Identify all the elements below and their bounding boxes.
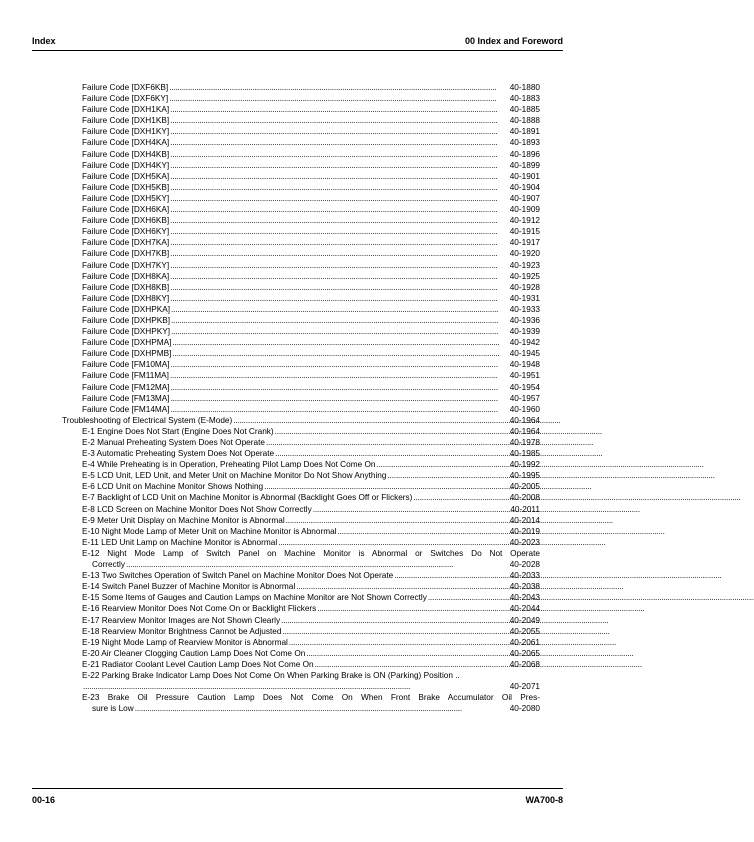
toc-entry-title: Failure Code [DXH6KA]: [82, 205, 170, 215]
toc-leader-dots: [170, 260, 501, 271]
toc-leader-dots: [170, 182, 501, 193]
toc-leader-dots: [306, 648, 501, 659]
toc-entry-title: E-10 Night Mode Lamp of Meter Unit on Machine Monitor is Abnormal: [82, 526, 337, 536]
toc-entry-page: 40-2049: [509, 615, 540, 625]
toc-entry[interactable]: [62, 437, 540, 448]
toc-entry-title: Failure Code [DXHPKY]: [82, 327, 171, 337]
toc-entry-title: E-19 Night Mode Lamp of Rearview Monitor is Abnormal: [82, 637, 288, 647]
table-of-contents: [62, 82, 540, 714]
toc-entry-title: E-18 Rearview Monitor Brightness Cannot be Adjusted: [82, 626, 282, 636]
toc-entry[interactable]: [62, 581, 540, 592]
toc-entry-page: 40-1925: [509, 271, 540, 281]
toc-entry-title: E-15 Some Items of Gauges and Caution Lamps on Machine Monitor are Not Shown Correctly: [82, 593, 427, 603]
toc-entry-title: Failure Code [DXHPMB]: [82, 349, 172, 359]
toc-entry-page: 40-1912: [509, 216, 540, 226]
toc-entry[interactable]: [82, 681, 540, 692]
toc-leader-dots: [413, 492, 501, 503]
toc-leader-dots: [170, 104, 501, 115]
footer-rule: [32, 788, 563, 789]
toc-entry-page: 40-2023: [509, 537, 540, 547]
toc-leader-dots: [296, 581, 501, 592]
toc-entry[interactable]: [62, 115, 540, 126]
toc-entry[interactable]: [62, 104, 540, 115]
toc-leader-dots: [135, 703, 501, 714]
toc-entry-title: Failure Code [DXHPKA]: [82, 304, 171, 314]
toc-entry-page: 40-1888: [509, 116, 540, 126]
toc-entry[interactable]: [62, 359, 540, 370]
toc-entry[interactable]: [62, 537, 540, 548]
toc-entry-page: 40-1945: [509, 349, 540, 359]
toc-entry-title: E-1 Engine Does Not Start (Engine Does Not Crank): [82, 426, 274, 436]
toc-leader-dots: [170, 226, 501, 237]
toc-entry[interactable]: [62, 348, 540, 359]
toc-entry-title: Failure Code [DXH5KY]: [82, 193, 170, 203]
toc-entry-page: 40-2080: [509, 704, 540, 714]
toc-entry-page: 40-1939: [509, 327, 540, 337]
toc-entry-page: 40-1893: [509, 138, 540, 148]
toc-entry[interactable]: [62, 204, 540, 215]
toc-leader-dots: [317, 603, 501, 614]
toc-entry[interactable]: [62, 126, 540, 137]
toc-entry-page: 40-2068: [509, 659, 540, 669]
toc-entry-title: Troubleshooting of Electrical System (E-Mode): [62, 415, 233, 425]
toc-leader-dots: [170, 126, 501, 137]
toc-entry[interactable]: [62, 215, 540, 226]
toc-entry[interactable]: [62, 226, 540, 237]
toc-leader-dots: [170, 271, 501, 282]
toc-entry[interactable]: [62, 282, 540, 293]
toc-entry-page: 40-1899: [509, 160, 540, 170]
toc-entry-title: Failure Code [DXF6KB]: [82, 83, 169, 92]
toc-entry[interactable]: [62, 626, 540, 637]
toc-entry[interactable]: [62, 182, 540, 193]
toc-leader-dots: [171, 315, 501, 326]
toc-entry-title: Failure Code [DXF6KY]: [82, 94, 169, 104]
toc-leader-dots: [170, 160, 501, 171]
toc-leader-dots: [172, 348, 501, 359]
toc-leader-dots: [172, 337, 501, 348]
toc-entry[interactable]: [62, 504, 540, 515]
toc-entry-title: E-17 Rearview Monitor Images are Not Shown Clearly: [82, 615, 281, 625]
toc-leader-dots: ..: [452, 670, 460, 680]
toc-leader-dots: [387, 470, 501, 481]
toc-leader-dots: [171, 359, 501, 370]
toc-entry-page: 40-1923: [509, 260, 540, 270]
toc-entry[interactable]: [62, 426, 540, 437]
toc-entry-title: E-5 LCD Unit, LED Unit, and Meter Unit on Machine Monitor Do Not Show Anything: [82, 471, 387, 481]
toc-entry-title: E-3 Automatic Preheating System Does Not Operate: [82, 449, 275, 459]
model-name: WA700-8: [525, 795, 563, 805]
toc-leader-dots: [281, 615, 501, 626]
toc-entry-title: Failure Code [DXH5KA]: [82, 171, 170, 181]
toc-entry[interactable]: [62, 393, 540, 404]
toc-entry-page: 40-2061: [509, 637, 540, 647]
toc-leader-dots: [171, 393, 501, 404]
toc-entry[interactable]: [82, 703, 540, 714]
toc-entry-title: Failure Code [DXH1KB]: [82, 116, 170, 126]
toc-entry[interactable]: [62, 237, 540, 248]
toc-entry-page: 40-2005: [509, 482, 540, 492]
toc-leader-dots: [170, 171, 501, 182]
toc-leader-dots: [170, 204, 501, 215]
toc-entry-title: Failure Code [DXH4KY]: [82, 160, 170, 170]
toc-leader-dots: [266, 437, 501, 448]
toc-entry[interactable]: [62, 260, 540, 271]
toc-entry-title: Failure Code [DXH4KB]: [82, 149, 170, 159]
toc-entry-page: 40-2044: [509, 604, 540, 614]
toc-leader-dots: [278, 537, 501, 548]
page-footer: [32, 795, 563, 805]
toc-leader-dots: [170, 282, 501, 293]
toc-leader-dots: [169, 93, 501, 104]
toc-entry-page: 40-2033: [509, 571, 540, 581]
toc-entry-page: 40-1964: [509, 415, 540, 425]
toc-leader-dots: [126, 559, 501, 570]
toc-entry-title: E-21 Radiator Coolant Level Caution Lamp Does Not Come On: [82, 659, 314, 669]
toc-entry-title: E-20 Air Cleaner Clogging Caution Lamp Does Not Come On: [82, 648, 306, 658]
toc-entry-page: 40-2071: [509, 682, 540, 692]
toc-entry[interactable]: [62, 603, 540, 614]
toc-entry-title-line1: E-23 Brake Oil Pressure Caution Lamp Does Not Come On When Front Brake Accumulator Oil Pres-: [82, 693, 540, 703]
toc-entry-page: 40-2028: [509, 560, 540, 570]
toc-entry-page: 40-1995: [509, 471, 540, 481]
toc-leader-dots: [289, 637, 501, 648]
header-rule: [32, 50, 563, 51]
toc-leader-dots: [170, 137, 501, 148]
toc-entry-page: 40-1931: [509, 293, 540, 303]
toc-leader-dots: [170, 237, 501, 248]
toc-entry[interactable]: [82, 559, 540, 570]
toc-leader-dots: [170, 149, 501, 160]
toc-leader-dots: [170, 115, 501, 126]
toc-entry-page: 40-1901: [509, 171, 540, 181]
toc-leader-dots: [170, 293, 501, 304]
toc-entry-title: Failure Code [FM12MA]: [82, 382, 170, 392]
toc-leader-dots: [170, 248, 501, 259]
toc-entry[interactable]: [62, 82, 540, 93]
toc-entry-title: sure is Low: [92, 704, 134, 714]
toc-leader-dots: [286, 515, 501, 526]
toc-entry[interactable]: [62, 160, 540, 171]
toc-leader-dots: [170, 193, 501, 204]
toc-entry[interactable]: [62, 271, 540, 282]
toc-entry[interactable]: [62, 470, 540, 481]
toc-entry[interactable]: [62, 592, 540, 603]
toc-entry[interactable]: [62, 459, 540, 470]
page-number: 00-16: [32, 795, 56, 805]
toc-leader-dots: [313, 504, 501, 515]
toc-entry-multiline[interactable]: [62, 548, 540, 570]
toc-entry[interactable]: [62, 149, 540, 160]
toc-entry-page: 40-1948: [509, 360, 540, 370]
toc-entry-title: Failure Code [DXH4KA]: [82, 138, 170, 148]
toc-entry-title: Failure Code [DXH8KA]: [82, 271, 170, 281]
toc-entry-title: Failure Code [DXH7KY]: [82, 260, 170, 270]
toc-entry[interactable]: [62, 637, 540, 648]
toc-entry-page: 40-1942: [509, 338, 540, 348]
toc-entry-title: Failure Code [DXH1KY]: [82, 127, 170, 137]
toc-entry[interactable]: [62, 304, 540, 315]
toc-entry-page: 40-1915: [509, 227, 540, 237]
toc-entry-title: E-8 LCD Screen on Machine Monitor Does Not Show Correctly: [82, 504, 312, 514]
page-header: [32, 36, 563, 46]
toc-entry-title: Failure Code [DXH8KB]: [82, 282, 170, 292]
toc-entry-page: 40-1891: [509, 127, 540, 137]
toc-entry-page: 40-1883: [509, 94, 540, 104]
toc-leader-dots: [394, 570, 501, 581]
toc-entry-title: Failure Code [DXH7KA]: [82, 238, 170, 248]
toc-entry-title: Failure Code [FM10MA]: [82, 360, 170, 370]
toc-entry-title: Failure Code [DXH5KB]: [82, 182, 170, 192]
toc-entry-page: 40-1896: [509, 149, 540, 159]
toc-entry[interactable]: [62, 448, 540, 459]
toc-entry-page: 40-1954: [509, 382, 540, 392]
toc-entry-multiline[interactable]: [62, 692, 540, 714]
toc-entry-title: Failure Code [FM11MA]: [82, 371, 169, 381]
toc-entry-page: 40-2014: [509, 515, 540, 525]
header-section-label: Index: [32, 36, 56, 46]
toc-entry-page: 40-1928: [509, 282, 540, 292]
toc-entry[interactable]: [62, 248, 540, 259]
toc-entry-page: 40-1920: [509, 249, 540, 259]
toc-entry-page: 40-2055: [509, 626, 540, 636]
toc-leader-dots: [338, 526, 502, 537]
toc-entry-page: 40-2038: [509, 582, 540, 592]
toc-entry-title: E-4 While Preheating is in Operation, Preheating Pilot Lamp Does Not Come On: [82, 460, 376, 470]
toc-entry-multiline[interactable]: [62, 670, 540, 692]
toc-entry-page: 40-1964: [509, 426, 540, 436]
toc-leader-dots: [264, 481, 501, 492]
toc-entry[interactable]: [62, 93, 540, 104]
toc-entry[interactable]: [62, 515, 540, 526]
toc-entry-title: Failure Code [DXH6KY]: [82, 227, 170, 237]
toc-leader-dots: [315, 659, 501, 670]
toc-entry-page: 40-1907: [509, 193, 540, 203]
toc-leader-dots: [171, 382, 501, 393]
toc-entry-title: Failure Code [DXH7KB]: [82, 249, 170, 259]
toc-entry[interactable]: [62, 415, 540, 426]
toc-entry-title: E-13 Two Switches Operation of Switch Panel on Machine Monitor Does Not Operate: [82, 571, 394, 581]
toc-entry-page: 40-2008: [509, 493, 540, 503]
toc-entry-title: Failure Code [DXHPMA]: [82, 338, 172, 348]
toc-entry-title: Failure Code [DXH8KY]: [82, 293, 170, 303]
toc-leader-dots: [282, 626, 501, 637]
toc-leader-dots: [83, 681, 501, 692]
toc-leader-dots: [171, 326, 501, 337]
toc-entry-title: E-7 Backlight of LCD Unit on Machine Monitor is Abnormal (Backlight Goes Off or Flickers): [82, 493, 413, 503]
toc-entry[interactable]: [62, 171, 540, 182]
toc-entry[interactable]: [62, 337, 540, 348]
toc-entry-title: E-11 LED Unit Lamp on Machine Monitor is Abnormal: [82, 537, 278, 547]
toc-entry-title-line1: E-22 Parking Brake Indicator Lamp Does Not Come On When Parking Brake is ON (Parking) Position ..: [82, 670, 460, 680]
toc-leader-dots: [428, 592, 501, 603]
toc-entry-page: 40-1933: [509, 304, 540, 314]
toc-leader-dots: [275, 426, 501, 437]
toc-entry-page: 40-1960: [509, 404, 540, 414]
toc-leader-dots: [376, 459, 501, 470]
toc-entry[interactable]: [62, 326, 540, 337]
toc-entry-page: 40-1909: [509, 205, 540, 215]
toc-entry[interactable]: [62, 615, 540, 626]
toc-leader-dots: [170, 370, 501, 381]
toc-entry-title: E-14 Switch Panel Buzzer of Machine Monitor is Abnormal: [82, 582, 296, 592]
toc-leader-dots: [170, 215, 501, 226]
toc-entry-page: 40-1917: [509, 238, 540, 248]
toc-entry-title: E-16 Rearview Monitor Does Not Come On or Backlight Flickers: [82, 604, 317, 614]
toc-entry[interactable]: [62, 193, 540, 204]
toc-entry-page: 40-1951: [509, 371, 540, 381]
toc-entry-title: Failure Code [FM14MA]: [82, 404, 170, 414]
toc-entry-title-line1: E-12 Night Mode Lamp of Switch Panel on Machine Monitor is Abnormal or Switches Do Not Operate: [82, 548, 540, 558]
toc-entry-page: 40-1880: [509, 83, 540, 92]
toc-entry[interactable]: [62, 315, 540, 326]
toc-entry[interactable]: [62, 570, 540, 581]
toc-leader-dots: [275, 448, 501, 459]
toc-entry-title: Failure Code [FM13MA]: [82, 393, 170, 403]
toc-entry-title: E-9 Meter Unit Display on Machine Monitor is Abnormal: [82, 515, 285, 525]
toc-entry-title: Failure Code [DXH6KB]: [82, 216, 170, 226]
toc-entry-title: Correctly: [92, 560, 126, 570]
toc-entry-page: 40-1936: [509, 315, 540, 325]
toc-entry-title: Failure Code [DXHPKB]: [82, 315, 171, 325]
toc-entry[interactable]: [62, 648, 540, 659]
toc-entry[interactable]: [62, 481, 540, 492]
toc-entry-page: 40-1885: [509, 105, 540, 115]
header-chapter-title: 00 Index and Foreword: [464, 36, 563, 46]
toc-entry[interactable]: [62, 404, 540, 415]
toc-entry[interactable]: [62, 382, 540, 393]
toc-entry[interactable]: [62, 370, 540, 381]
toc-entry[interactable]: [62, 492, 540, 503]
toc-entry[interactable]: [62, 659, 540, 670]
toc-entry-page: 40-1992: [509, 460, 540, 470]
toc-entry-title: E-2 Manual Preheating System Does Not Operate: [82, 438, 265, 447]
toc-entry-page: 40-2011: [510, 504, 540, 514]
toc-entry[interactable]: [62, 137, 540, 148]
toc-entry-page: 40-2043: [509, 593, 540, 603]
toc-entry[interactable]: [62, 293, 540, 304]
toc-entry-page: 40-1985: [509, 449, 540, 459]
toc-entry-title: E-6 LCD Unit on Machine Monitor Shows Nothing: [82, 482, 264, 492]
toc-entry-page: 40-2065: [509, 648, 540, 658]
toc-leader-dots: [171, 404, 501, 415]
toc-entry-page: 40-2019: [509, 526, 540, 536]
toc-leader-dots: [169, 82, 501, 93]
toc-entry-page: 40-1978: [509, 438, 540, 447]
toc-leader-dots: [233, 415, 501, 426]
toc-entry[interactable]: [62, 526, 540, 537]
toc-leader-dots: [171, 304, 501, 315]
toc-entry-title: Failure Code [DXH1KA]: [82, 105, 170, 115]
toc-entry-page: 40-1904: [509, 182, 540, 192]
toc-entry-page: 40-1957: [509, 393, 540, 403]
